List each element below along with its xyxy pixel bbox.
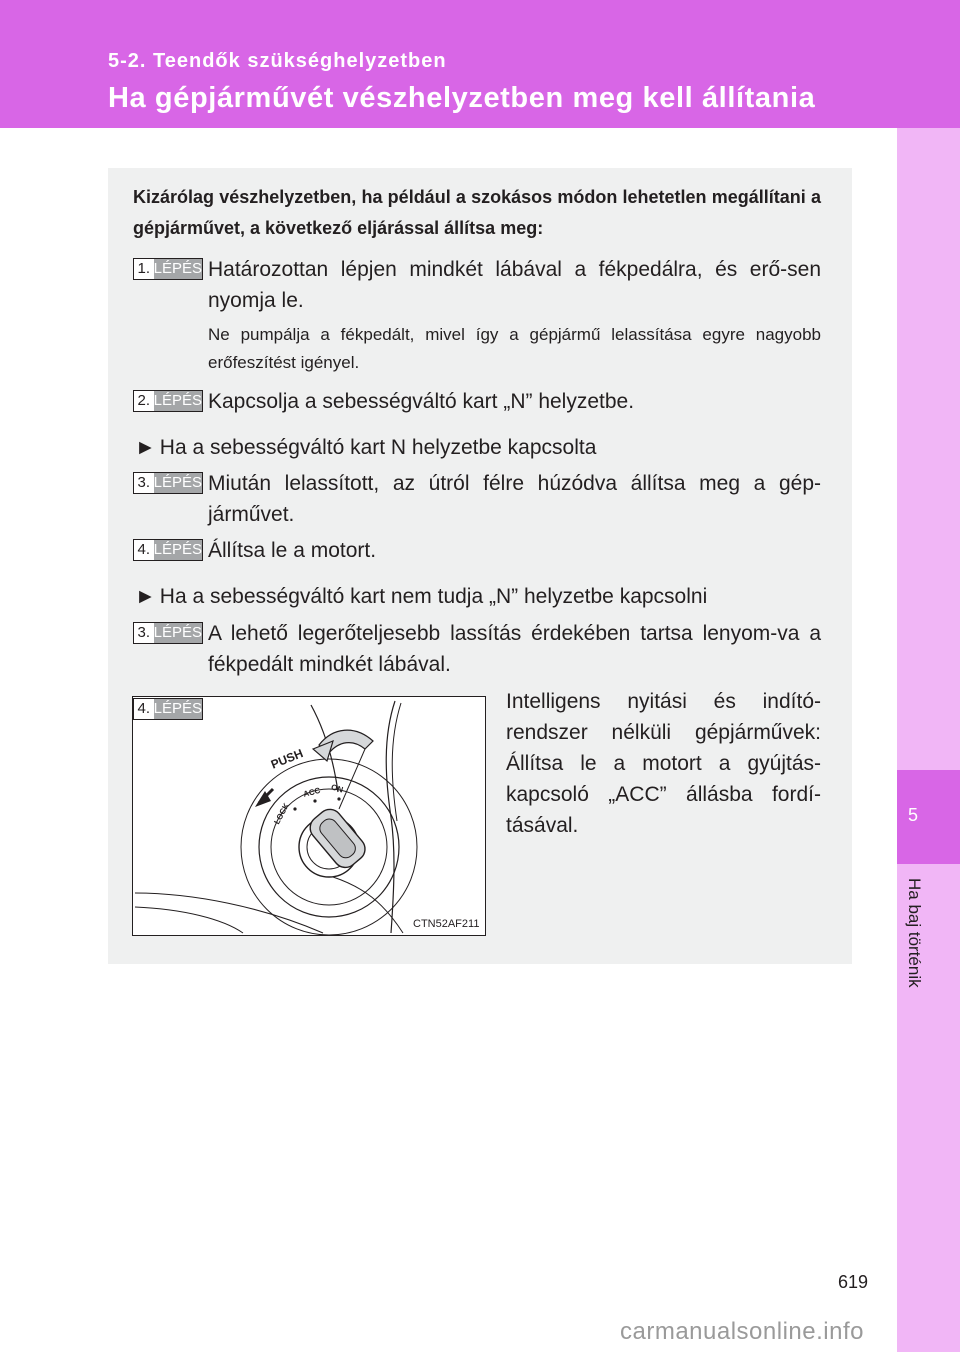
chapter-header: [0, 0, 960, 128]
watermark: carmanualsonline.info: [620, 1318, 864, 1345]
step-number: 2.: [137, 392, 151, 409]
step-number: 4.: [137, 700, 151, 717]
case-b-heading-text: Ha a sebességváltó kart nem tudja „N” helyzetbe kapcsolni: [159, 585, 708, 608]
case-a-heading-text: Ha a sebességváltó kart N helyzetbe kapcsolta: [159, 436, 597, 459]
on-label: ON: [330, 782, 345, 795]
step-badge-2: [133, 390, 203, 412]
step-word: LÉPÉS: [153, 392, 202, 409]
step-number: 3.: [137, 474, 151, 491]
intro-text: Kizárólag vészhelyzetben, ha például a szokásos módon lehetetlen megállítani a gépjárművet, a következő eljárással állítsa meg:: [133, 187, 821, 238]
chapter-title: Ha baj történik: [905, 878, 924, 988]
step-badge-a4: [133, 539, 203, 561]
case-b-heading: [135, 581, 707, 612]
push-label: PUSH: [268, 746, 306, 772]
step-number: 3.: [137, 624, 151, 641]
step-badge-1: [133, 258, 203, 280]
figure-code: CTN52AF211: [413, 918, 480, 930]
step-badge-b3: [133, 622, 203, 644]
ignition-switch-drawing: [133, 697, 485, 935]
step-2-text: Kapcsolja a sebességváltó kart „N” helyzetbe.: [208, 390, 635, 413]
lock-label: LOCK: [272, 801, 291, 826]
case-b-step-4-text: Intelligens nyitási és indító-rendszer nélküli gépjárművek: Állítsa le a motort a gyújtás-kapcsoló „ACC” állásba fordí-tásával.: [506, 690, 821, 837]
step-word: LÉPÉS: [153, 260, 202, 277]
step-badge-b4: [133, 698, 203, 720]
triangle-arrow-icon: ►: [135, 436, 156, 459]
case-a-heading: [135, 432, 596, 463]
step-word: LÉPÉS: [153, 624, 202, 641]
step-number: 4.: [137, 541, 151, 558]
page-number: 619: [838, 1272, 869, 1292]
step-1-note: Ne pumpálja a fékpedált, mivel így a gépjármű lelassítása egyre nagyobb erőfeszítést igényel.: [208, 325, 821, 372]
side-tab-strip: [897, 128, 960, 1352]
step-number: 1.: [137, 260, 151, 277]
case-a-step-4-text: Állítsa le a motort.: [208, 539, 377, 562]
step-badge-a3: [133, 472, 203, 494]
ignition-illustration: [132, 696, 486, 936]
page-title: Ha gépjárművét vészhelyzetben meg kell állítania: [108, 82, 816, 114]
section-label: 5-2. Teendők szükséghelyzetben: [108, 50, 447, 72]
acc-label: ACC: [302, 785, 322, 799]
case-b-step-3-text: A lehető legerőteljesebb lassítás érdekében tartsa lenyom-va a fékpedált mindkét lábával.: [208, 622, 821, 676]
step-1-text: Határozottan lépjen mindkét lábával a fékpedálra, és erő-sen nyomja le.: [208, 258, 821, 312]
chapter-number: 5: [907, 805, 918, 825]
step-word: LÉPÉS: [153, 474, 202, 491]
step-word: LÉPÉS: [153, 541, 202, 558]
step-word: LÉPÉS: [153, 700, 202, 717]
triangle-arrow-icon: ►: [135, 585, 156, 608]
case-a-step-3-text: Miután lelassított, az útról félre húzódva állítsa meg a gép-járművet.: [208, 472, 821, 526]
